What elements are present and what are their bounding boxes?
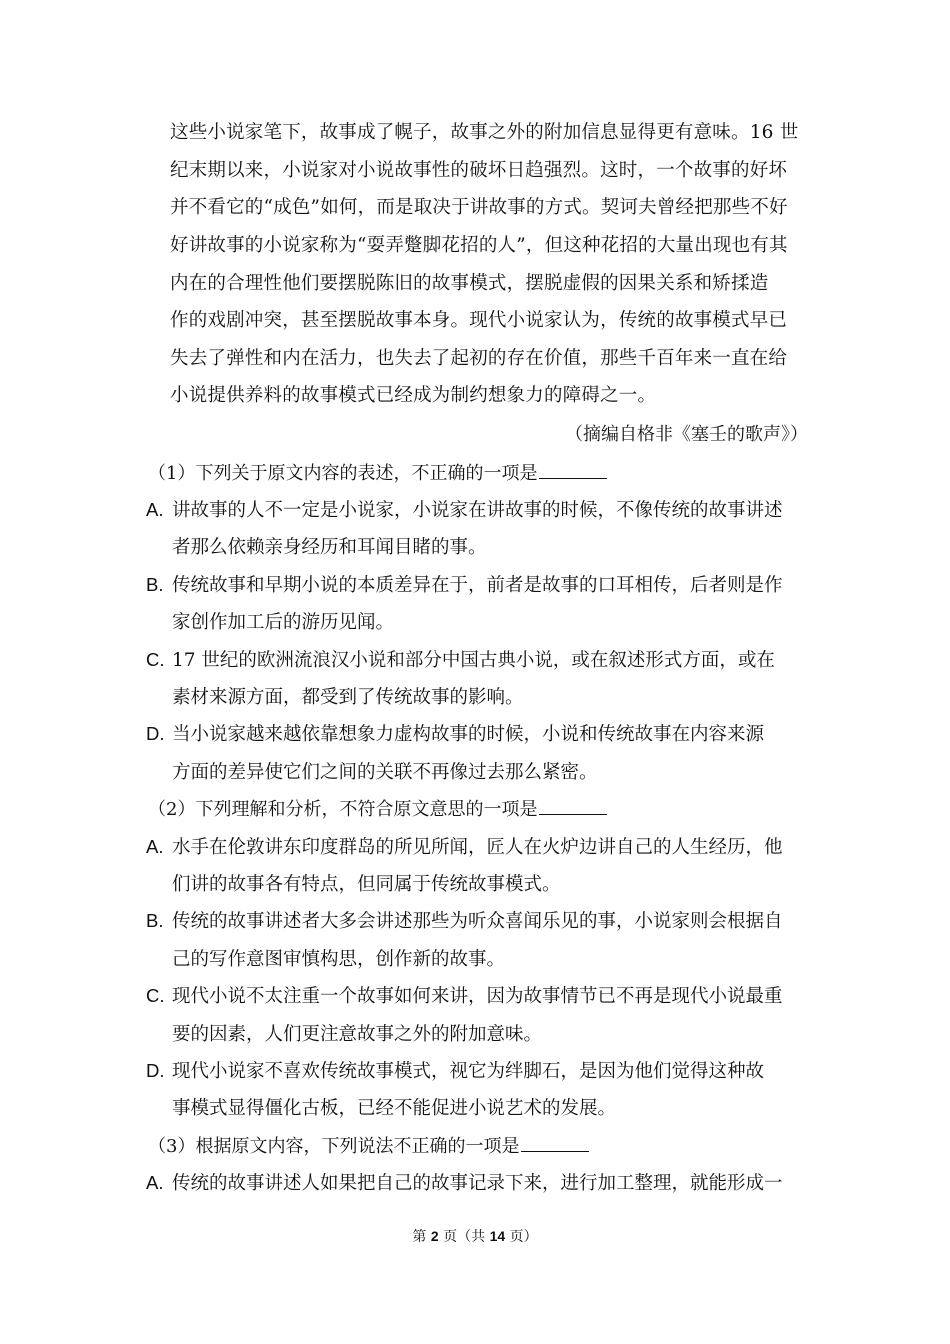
option-a[interactable]: A. 讲故事的人不一定是小说家，小说家在讲故事的时候，不像传统的故事讲述 [146,499,783,521]
option-d-continued: 事模式显得僵化古板，已经不能促进小说艺术的发展。 [172,1098,617,1119]
option-b-continued: 家创作加工后的游历见闻。 [172,612,395,633]
option-b[interactable]: B. 传统的故事讲述者大多会讲述那些为听众喜闻乐见的事，小说家则会根据自 [146,910,783,932]
option-c[interactable]: C. 现代小说不太注重一个故事如何来讲，因为故事情节已不再是现代小说最重 [146,985,783,1007]
option-a-continued: 们讲的故事各有特点，但同属于传统故事模式。 [172,874,561,895]
option-c-continued: 要的因素，人们更注意故事之外的附加意味。 [172,1024,543,1045]
passage-line: 小说提供养料的故事模式已经成为制约想象力的障碍之一。 [170,385,657,406]
page-number: 2 [430,1228,439,1244]
option-b-continued: 己的写作意图审慎构思，创作新的故事。 [172,949,506,970]
passage-line: 作的戏剧冲突，甚至摆脱故事本身。现代小说家认为，传统的故事模式早已 [170,310,788,331]
option-a[interactable]: A. 水手在伦敦讲东印度群岛的所见所闻，匠人在火炉边讲自己的人生经历，他 [146,836,783,858]
option-b[interactable]: B. 传统故事和早期小说的本质差异在于，前者是故事的口耳相传，后者则是作 [146,574,783,596]
passage-line: 并不看它的“成色”如何，而是取决于讲故事的方式。契诃夫曾经把那些不好 [170,197,788,218]
passage-line: 好讲故事的小说家称为“耍弄蹩脚花招的人”，但这种花招的大量出现也有其 [170,235,788,256]
total-pages: 14 [489,1228,506,1244]
option-c[interactable]: C. 17 世纪的欧洲流浪汉小说和部分中国古典小说，或在叙述形式方面，或在 [146,649,775,671]
question-stem: （1）下列关于原文内容的表述，不正确的一项是 [148,459,607,485]
passage-line: 这些小说家笔下，故事成了幌子，故事之外的附加信息显得更有意味。16 世 [170,122,799,143]
option-d-continued: 方面的差异使它们之间的关联不再像过去那么紧密。 [172,762,598,783]
option-a[interactable]: A. 传统的故事讲述人如果把自己的故事记录下来，进行加工整理，就能形成一 [146,1172,783,1194]
option-a-continued: 者那么依赖亲身经历和耳闻目睹的事。 [172,537,487,558]
passage-line: 内在的合理性他们要摆脱陈旧的故事模式，摆脱虚假的因果关系和矫揉造 [170,273,769,294]
answer-blank[interactable] [539,796,607,815]
option-d[interactable]: D. 当小说家越来越依靠想象力虚构故事的时候，小说和传统故事在内容来源 [146,723,765,745]
page-footer: 第 2 页（共 14 页） [412,1228,538,1245]
passage-line: 失去了弹性和内在活力，也失去了起初的存在价值，那些千百年来一直在给 [170,348,788,369]
option-d[interactable]: D. 现代小说家不喜欢传统故事模式，视它为绊脚石，是因为他们觉得这种故 [146,1060,765,1082]
question-stem: （3）根据原文内容，下列说法不正确的一项是 [148,1132,589,1158]
source-attribution: （摘编自格非《塞壬的歌声》） [565,424,808,445]
answer-blank[interactable] [521,1133,589,1152]
answer-blank[interactable] [539,460,607,479]
passage-line: 纪末期以来，小说家对小说故事性的破坏日趋强烈。这时，一个故事的好坏 [170,160,788,181]
option-c-continued: 素材来源方面，都受到了传统故事的影响。 [172,687,524,708]
question-stem: （2）下列理解和分析，不符合原文意思的一项是 [148,795,607,821]
